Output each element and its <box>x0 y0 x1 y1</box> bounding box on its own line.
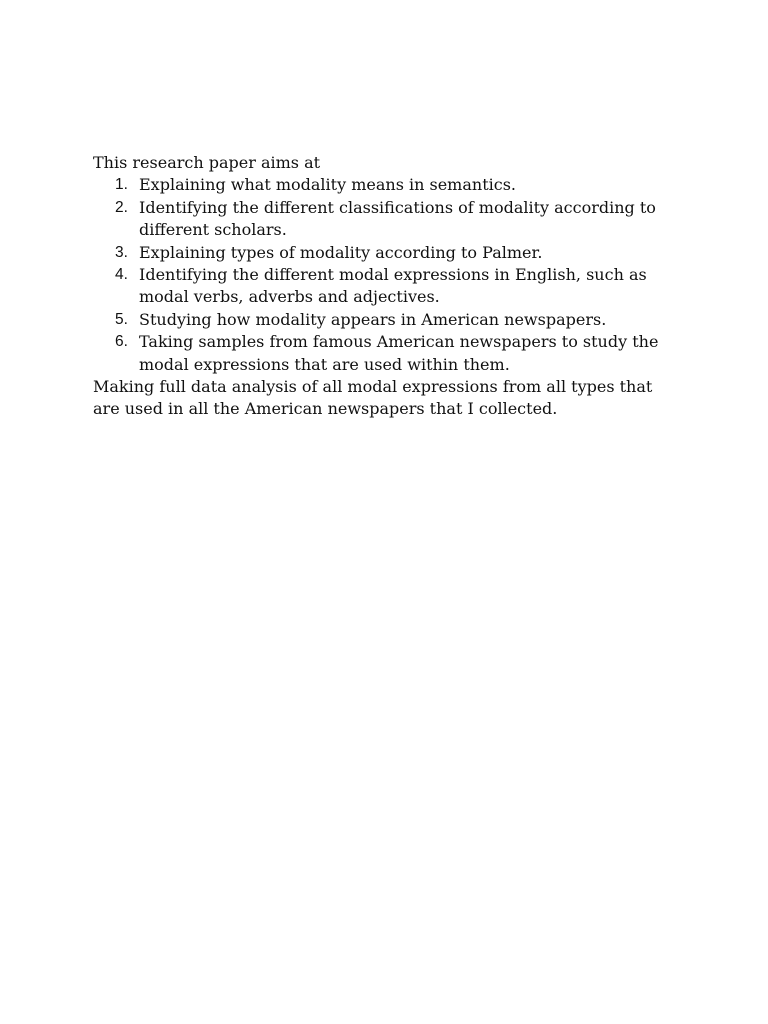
intro-paragraph: This research paper aims at <box>93 153 321 172</box>
list-item <box>93 264 683 309</box>
list-item-number: 3. <box>115 243 128 261</box>
list-item-number: 5. <box>115 310 128 328</box>
list-item <box>93 331 683 376</box>
list-item-text: Explaining types of modality according to Palmer. <box>139 242 543 262</box>
list-item-text: Identifying the different modal expressions in English, such as modal verbs, adverbs and adjectives. <box>139 265 647 307</box>
list-item-text: Studying how modality appears in American newspapers. <box>139 309 607 329</box>
aims-list <box>93 174 683 376</box>
list-item-text: Identifying the different classifications of modality according to different scholars. <box>139 197 656 240</box>
list-item-number: 2. <box>115 198 128 216</box>
list-item-number: 4. <box>115 266 128 284</box>
list-item-number: 6. <box>115 333 128 351</box>
list-item <box>93 174 683 196</box>
list-item-text: Taking samples from famous American newspapers to study the modal expressions that are used within them. <box>139 332 659 374</box>
list-item-number: 1. <box>115 176 128 194</box>
list-item <box>93 197 683 242</box>
document-body <box>93 152 683 421</box>
list-item <box>93 242 683 264</box>
closing-paragraph: Making full data analysis of all modal expressions from all types that are used in all the American newspapers that I collected. <box>93 377 653 419</box>
list-item-text: Explaining what modality means in semantics. <box>139 175 516 195</box>
list-item <box>93 309 683 331</box>
